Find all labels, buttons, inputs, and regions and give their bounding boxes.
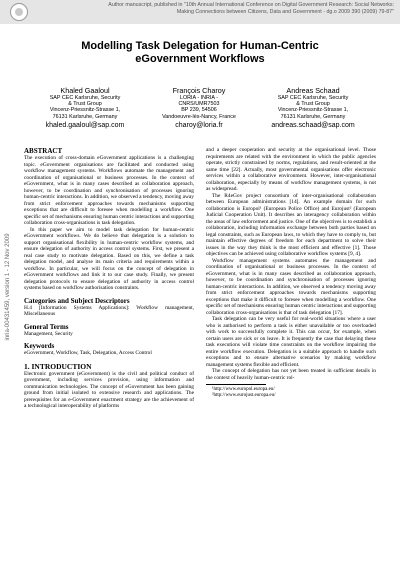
manuscript-header-bar bbox=[0, 0, 400, 24]
author-affil-line: LORIA - INRIA - bbox=[179, 95, 219, 101]
body-paragraph: Workflow management systems automates the management and coordination of organisational or business processes. In the context of eGovernment, what is in many cases described as collaboration approach, however, to be coordination and synchronisation of processes ignoring human-centric interactions. In addition, we observed a tendency moving away from strict enforcement approaches towards mechanisms supporting exceptions that make it difficult to foresee when modelling a workflow. One specific set of mechanisms ensuring human centric interactions and supporting collaboration cross-organisations is that of task delegation [17]. bbox=[206, 257, 376, 316]
introduction-heading: 1. INTRODUCTION bbox=[24, 361, 92, 371]
footnote-rule bbox=[206, 384, 266, 385]
abstract-heading: ABSTRACT bbox=[24, 147, 63, 155]
author-affil-line: SAP CEC Karlsruhe, Security bbox=[277, 95, 349, 101]
categories-heading: Categories and Subject Descriptors bbox=[24, 296, 130, 305]
author-affil-line: BP 239, 54506 bbox=[181, 107, 217, 114]
author-affil-line: Vincenz-Priessnitz-Strasse 1, bbox=[277, 107, 349, 114]
left-column bbox=[24, 147, 194, 410]
right-column bbox=[206, 147, 376, 399]
author-affil-line: Vandoeuvre-lès-Nancy, France bbox=[162, 113, 236, 120]
author-block-3 bbox=[258, 87, 368, 130]
abstract-paragraph: The execution of cross-domain eGovernment applications is a challenging topic. eGovernment organisations are facilitated and conducted using workflow management systems. Workflows automate the management and coordination of organisational or business processes. In the context of eGovernment, what is in many cases described as collaboration approach, however, to be coordination and synchronisation of processes ignoring human-centric interactions. In addition, we observed a tendency, moving away from strict enforcement approaches towards mechanisms supporting exceptions that are difficult to foresee when modelling a workflow. One specific set of mechanisms ensuring human centric interactions and supporting collaboration cross-organisations is task delegation. bbox=[24, 155, 194, 226]
title-line-1: Modelling Task Delegation for Human-Centric bbox=[81, 40, 319, 52]
paper-title bbox=[0, 40, 400, 66]
author-affil-line: 76131 Karlsruhe, Germany bbox=[52, 113, 118, 120]
keywords-text: eGovernment, Workflow, Task, Delegation, Access Control bbox=[24, 350, 152, 356]
body-paragraph: and a deeper cooperation and security at the organisational level. Those requirements are related with the environment in which the public agencies operate, strictly constrained by norms, regulations, and result-oriented at the same time [22]. Actually, most governmental organisations offer electronic services within a collaborative environment. However, inter-organisational collaboration, especially by means of workflow management systems, is not as widespread. bbox=[206, 147, 376, 192]
header-line-2: Making Connections between Citizens, Data and Government - dg.o 2009 390 (2009) 79-87" bbox=[176, 9, 394, 15]
author-block-2 bbox=[144, 87, 254, 130]
body-paragraph: The concept of delegation has not yet been treated in sufficient details in the context of heavily human-centric rol- bbox=[206, 368, 376, 381]
author-name: François Charoy bbox=[172, 86, 226, 95]
author-email: andreas.schaad@sap.com bbox=[271, 121, 355, 129]
author-affil-line: Vincenz-Priessnitz-Strasse 1, bbox=[49, 107, 121, 114]
footnote-1: ¹http://www.europol.europa.eu/ bbox=[212, 387, 275, 392]
introduction-paragraph: Electronic government (eGovernment) is the civil and political conduct of government, including services provision, using information and communication technologies. The concept of eGovernment has been gaining ground from initial isolated to extensive research and applications. The prerequisites for an e-Government enactment strategy are the achievement of a technological interoperability of platforms bbox=[24, 370, 194, 409]
footnote-2: ²http://www.eurojust.europa.eu/ bbox=[212, 393, 276, 398]
author-email: khaled.gaaloul@sap.com bbox=[45, 121, 125, 129]
hal-logo-icon bbox=[9, 2, 29, 22]
author-block-1 bbox=[30, 87, 140, 130]
header-line-1: Author manuscript, published in "10th Annual International Conference on Digital Government Research: Social Networks: bbox=[108, 2, 394, 8]
author-name: Andreas Schaad bbox=[286, 86, 340, 95]
author-affil-line: SAP CEC Karlsruhe, Security bbox=[49, 95, 121, 101]
sidebar-identifier bbox=[1, 222, 15, 352]
title-line-2: eGovernment Workflows bbox=[135, 53, 265, 65]
abstract-paragraph: In this paper we aim to model task delegation for human-centric eGovernment workflows. We do believe that delegation is a solution to support organisational flexibility in human-centric workflow systems, and ensure delegation of authority in access control systems. First, we present a real case study to motivate delegation. Based on this, we define a task delegation model, and analyse its main criteria and requirements within a workflow. In particular, we will focus on the concept of delegation in eGovernment workflows and link it to our case study. Finally, we present delegation protocols to ensure delegation of authority in access control systems based on workflow authorisation constraints. bbox=[24, 226, 194, 291]
author-affil-line: & Trust Group bbox=[68, 101, 102, 108]
author-affil-line: CNRS/UMR7503 bbox=[178, 101, 220, 108]
body-paragraph: The R4eGov project consortium of inter-organisational collaboration between European administrations [14]. An example domain for such collaboration is Europol¹ (European Police Office) and Eurojust² (European Judicial Cooperation Unit). It describes an interagency collaboration within the areas of law enforcement and justice. One of the objectives is to establish a collaboration, including information exchange between both parties based on legal constraints, such as European laws, to which they have to comply to, but maintain effective degrees of freedom for each department to solve their issues in the way they think is the most efficient and effective [1]. Those objectives can be achieved using collaborative workflow systems [9, 4]. bbox=[206, 192, 376, 257]
general-terms-heading: General Terms bbox=[24, 322, 69, 331]
keywords-heading: Keywords bbox=[24, 342, 55, 350]
author-affil-line: & Trust Group bbox=[296, 101, 330, 108]
body-paragraph: Task delegation can be very useful for real-world situations where a user who is authorised to perform a task is either unavailable or too overloaded with work to successfully complete it. This can occur, for example, when certain users are sick or on leave. It is frequently the case that delaying these task executions will violate time constraints on the workflow impairing the entire workflow execution. Delegation is a suitable approach to handle such exceptions and to ensure alternative scenarios by making workflow management systems flexible and efficient. bbox=[206, 316, 376, 368]
categories-text: H.4 [Information Systems Applications]: Workflow management, Miscellaneous bbox=[24, 304, 194, 317]
author-affil-line: 76131 Karlsruhe, Germany bbox=[280, 113, 346, 120]
author-name: Khaled Gaaloul bbox=[60, 86, 110, 95]
general-terms-text: Management, Security bbox=[24, 330, 73, 337]
sidebar-id-text: inria-00431459, version 1 - 12 Nov 2009 bbox=[5, 233, 11, 341]
author-email: charoy@loria.fr bbox=[175, 121, 223, 129]
